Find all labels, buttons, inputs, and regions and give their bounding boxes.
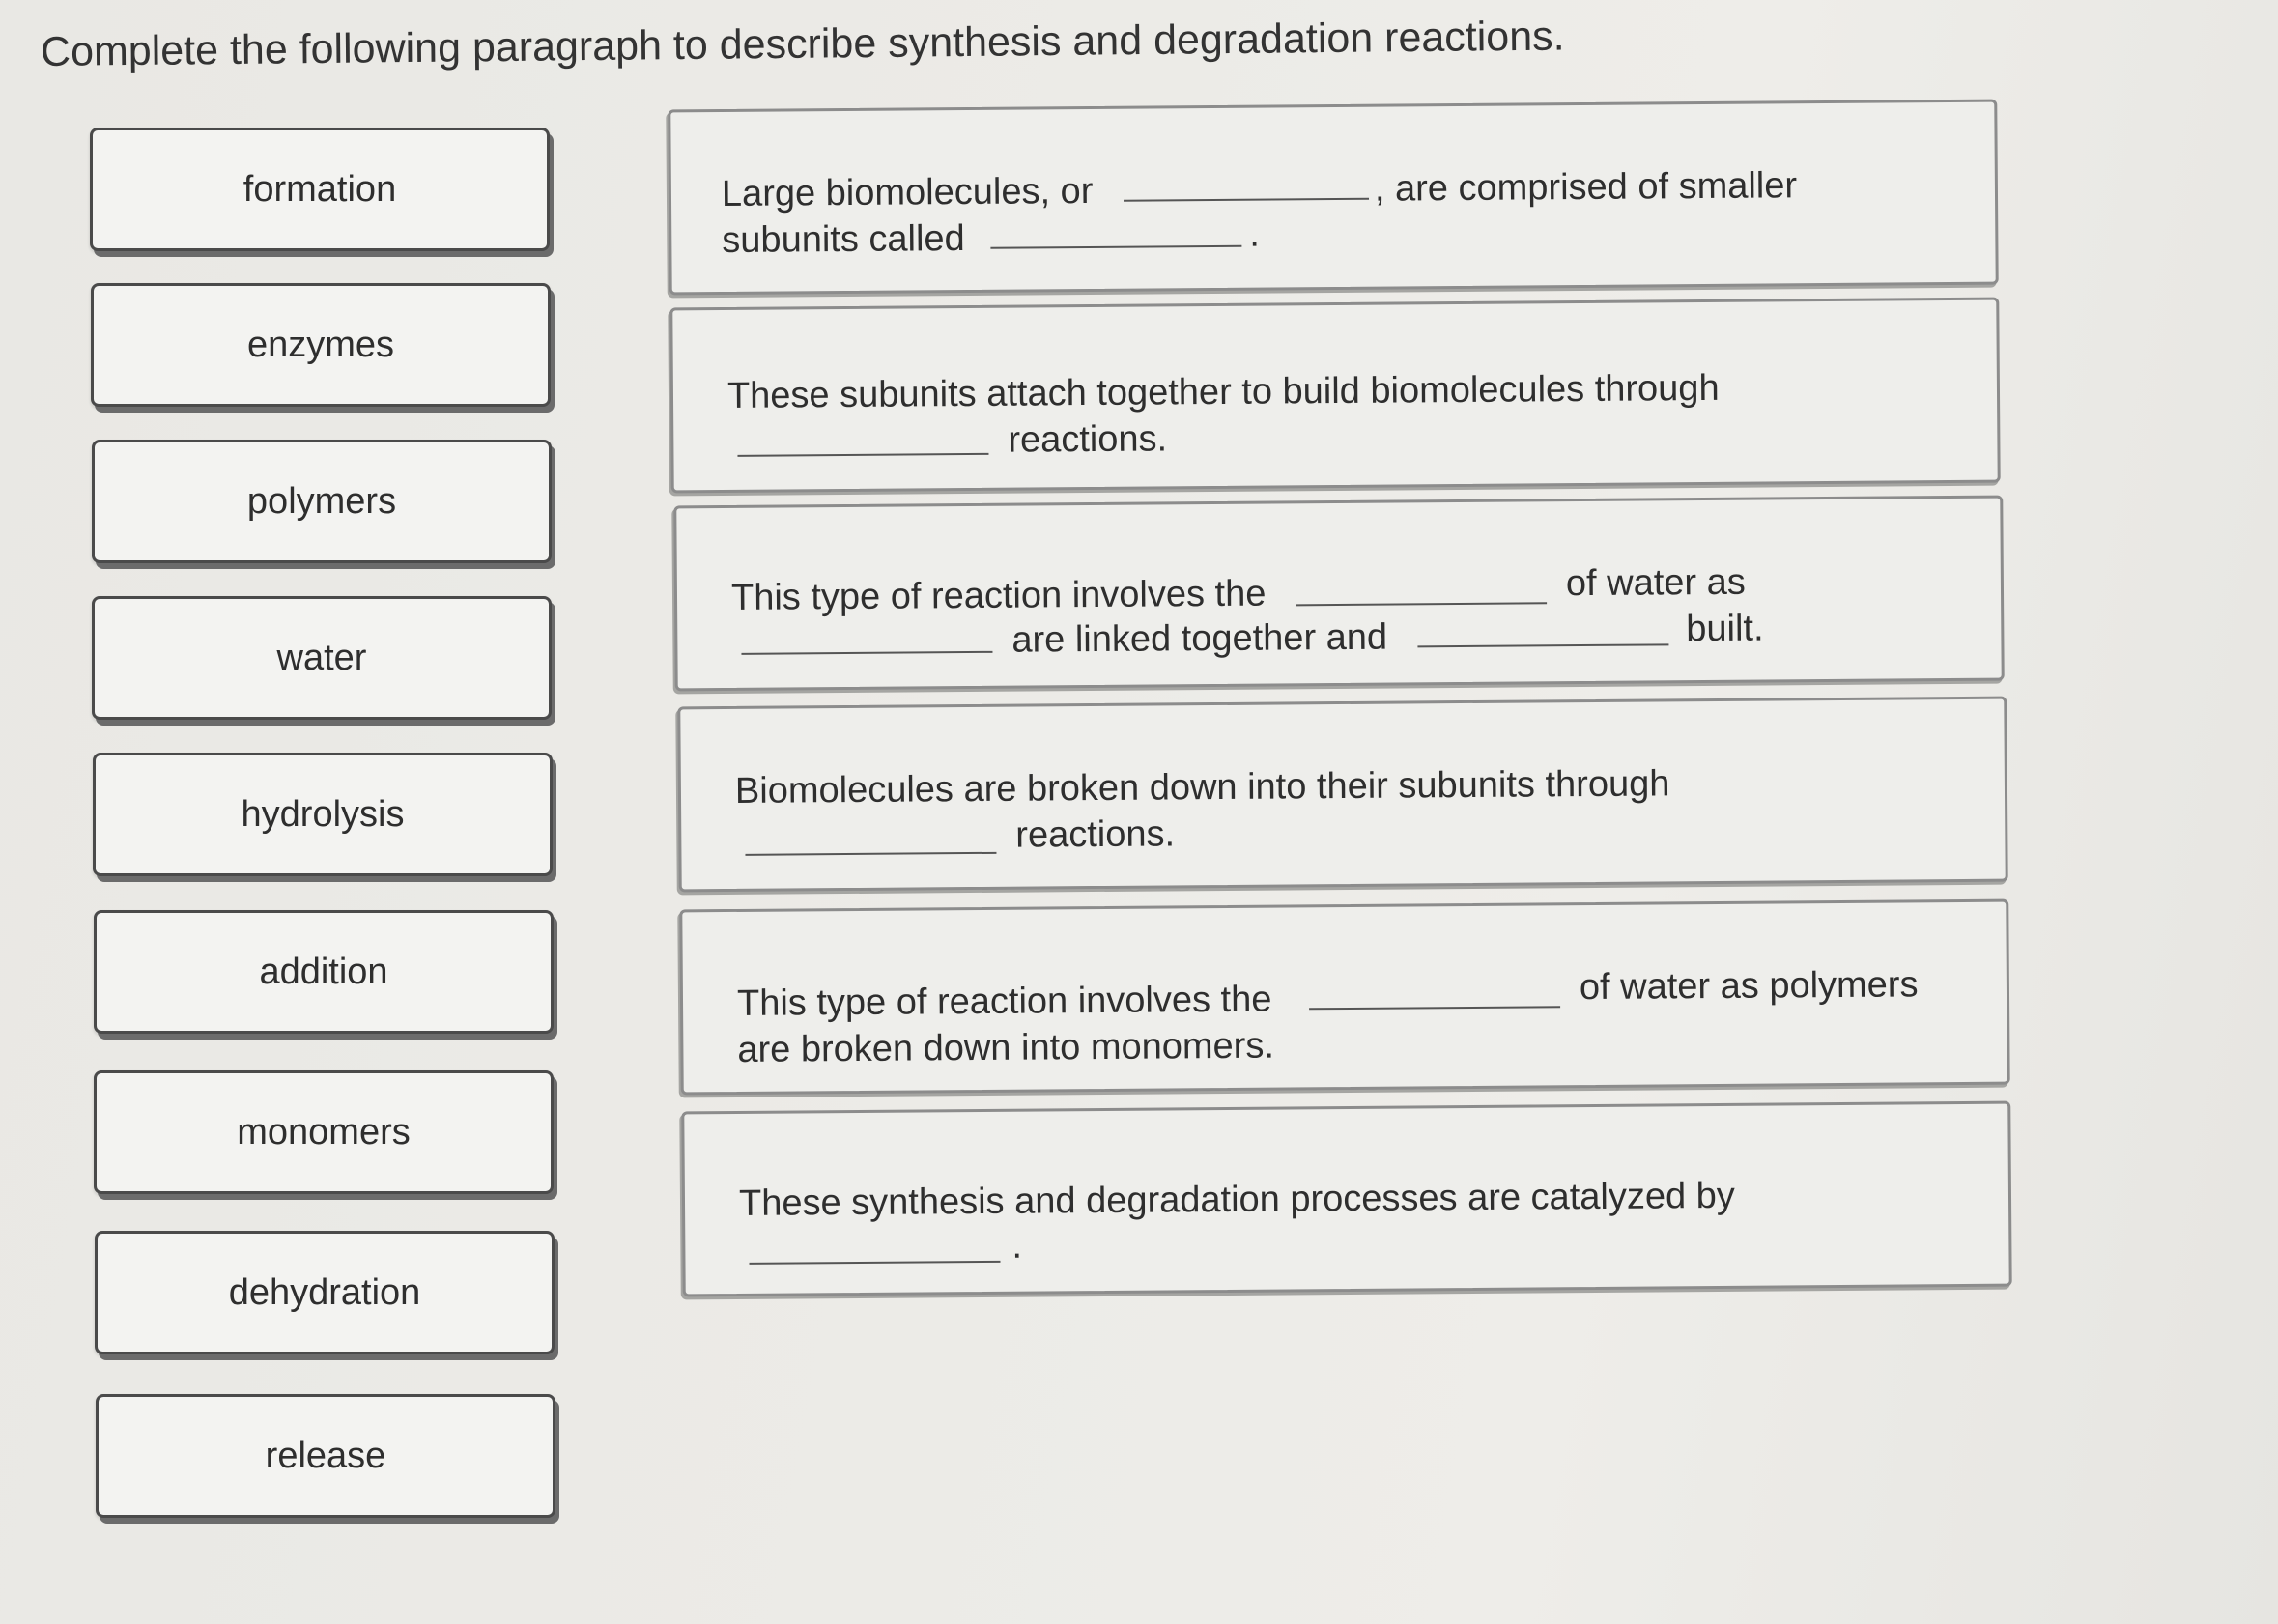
word-chip-addition[interactable]: addition — [94, 910, 554, 1034]
drop-blank-5[interactable] — [1309, 1006, 1560, 1010]
word-chip-hydrolysis[interactable]: hydrolysis — [93, 753, 553, 876]
word-chip-monomers[interactable]: monomers — [94, 1070, 554, 1194]
statement-4-text: Biomolecules are broken down into their subunits through — [734, 763, 1670, 812]
statement-1-text: subunits called — [722, 217, 965, 261]
word-chip-enzymes[interactable]: enzymes — [91, 283, 551, 407]
statement-box-5 — [679, 899, 2009, 1096]
statement-box-3 — [673, 496, 2004, 692]
word-chip-release[interactable]: release — [96, 1394, 555, 1518]
statement-3-text: built. — [1686, 608, 1764, 650]
statement-3-text: of water as — [1565, 561, 1746, 605]
statement-1-period: . — [1249, 214, 1261, 255]
statement-box-6 — [681, 1101, 2011, 1297]
drop-blank-4[interactable] — [745, 852, 996, 856]
drop-blank-1b[interactable] — [990, 245, 1241, 249]
statement-1-text: Large biomolecules, or — [721, 170, 1094, 214]
statement-5-text: are broken down into monomers. — [737, 1025, 1275, 1070]
statement-6-period: . — [1011, 1225, 1023, 1267]
statement-4-text: reactions. — [1015, 813, 1176, 856]
word-chip-water[interactable]: water — [92, 596, 552, 720]
statement-5-text: This type of reaction involves the — [736, 979, 1272, 1024]
word-chip-polymers[interactable]: polymers — [92, 440, 552, 563]
word-chip-dehydration[interactable]: dehydration — [95, 1231, 555, 1354]
statement-box-2 — [669, 298, 2000, 494]
statement-3-text: This type of reaction involves the — [730, 573, 1267, 618]
statement-2-text: reactions. — [1008, 418, 1168, 461]
statement-1-text: , are comprised of smaller — [1374, 165, 1798, 210]
drop-blank-1a[interactable] — [1124, 198, 1369, 202]
statement-3-text: are linked together and — [1011, 616, 1388, 661]
statement-6-text: These synthesis and degradation processes are catalyzed by — [738, 1175, 1735, 1224]
drop-blank-3b[interactable] — [741, 651, 992, 655]
word-chip-formation[interactable]: formation — [90, 128, 550, 251]
statement-2-text: These subunits attach together to build biomolecules through — [726, 367, 1720, 416]
drop-blank-6[interactable] — [749, 1261, 1000, 1265]
statement-box-1 — [668, 100, 1998, 296]
drop-blank-2[interactable] — [737, 453, 988, 457]
statement-5-text: of water as polymers — [1579, 964, 1919, 1009]
drop-blank-3a[interactable] — [1296, 602, 1547, 606]
drop-blank-3c[interactable] — [1417, 643, 1668, 647]
instruction-text: Complete the following paragraph to describe synthesis and degradation reactions. — [40, 13, 1565, 75]
statement-box-4 — [677, 697, 2007, 893]
